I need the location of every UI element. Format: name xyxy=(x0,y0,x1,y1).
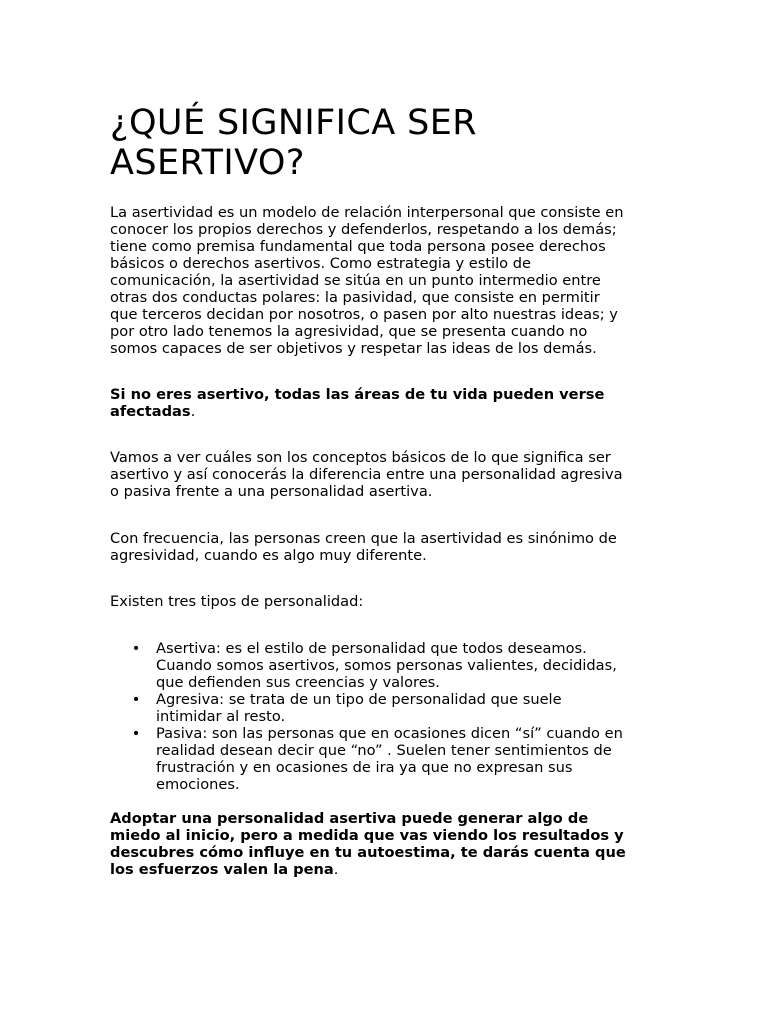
list-item-line: realidad desean decir que “no” . Suelen tener sentimientos de xyxy=(156,742,612,759)
intro-line: comunicación, la asertividad se sitúa en un punto intermedio entre xyxy=(110,272,601,289)
intro-line: otras dos conductas polares: la pasividad, que consiste en permitir xyxy=(110,289,600,306)
title-line-1: ¿QUÉ SIGNIFICA SER xyxy=(110,103,477,143)
intro-line: básicos o derechos asertivos. Como estrategia y estilo de xyxy=(110,255,531,272)
intro-paragraph xyxy=(110,204,670,357)
frequency-line: Con frecuencia, las personas creen que la asertividad es sinónimo de xyxy=(110,530,617,547)
list-item-line: frustración y en ocasiones de ira ya que no expresan sus xyxy=(156,759,573,776)
list-item-line: Agresiva: se trata de un tipo de personalidad que suele xyxy=(156,691,562,708)
list-item xyxy=(110,691,710,725)
intro-line: tiene como premisa fundamental que toda persona posee derechos xyxy=(110,238,606,255)
list-item-line: intimidar al resto. xyxy=(156,708,286,725)
list-item xyxy=(110,725,710,793)
highlight-paragraph xyxy=(110,386,670,420)
types-intro-paragraph xyxy=(110,593,670,610)
highlight-period: . xyxy=(190,403,196,420)
conclusion-line: Adoptar una personalidad asertiva puede generar algo de xyxy=(110,810,589,827)
list-item xyxy=(110,640,710,691)
list-item-line: Cuando somos asertivos, somos personas valientes, decididas, xyxy=(156,657,617,674)
bullet-marker: • xyxy=(131,691,141,708)
frequency-line: agresividad, cuando es algo muy diferente. xyxy=(110,547,427,564)
conclusion-period: . xyxy=(333,861,339,878)
intro-line: por otro lado tenemos la agresividad, que se presenta cuando no xyxy=(110,323,588,340)
concepts-line: asertivo y así conocerás la diferencia entre una personalidad agresiva xyxy=(110,466,623,483)
page-title xyxy=(110,103,477,183)
personality-list xyxy=(110,640,710,793)
concepts-line: o pasiva frente a una personalidad asertiva. xyxy=(110,483,433,500)
intro-line: que terceros decidan por nosotros, o pasen por alto nuestras ideas; y xyxy=(110,306,618,323)
list-item-line: emociones. xyxy=(156,776,240,793)
intro-line: somos capaces de ser objetivos y respetar las ideas de los demás. xyxy=(110,340,597,357)
list-item-line: que defienden sus creencias y valores. xyxy=(156,674,440,691)
frequency-paragraph xyxy=(110,530,670,564)
title-line-2: ASERTIVO? xyxy=(110,143,305,183)
list-item-line: Pasiva: son las personas que en ocasiones dicen “sí” cuando en xyxy=(156,725,623,742)
intro-line: conocer los propios derechos y defenderlos, respetando a los demás; xyxy=(110,221,617,238)
conclusion-bold-text: los esfuerzos valen la pena xyxy=(110,861,334,878)
conclusion-line: miedo al inicio, pero a medida que vas viendo los resultados y xyxy=(110,827,624,844)
concepts-line: Vamos a ver cuáles son los conceptos básicos de lo que significa ser xyxy=(110,449,611,466)
intro-line: La asertividad es un modelo de relación interpersonal que consiste en xyxy=(110,204,624,221)
conclusion-paragraph xyxy=(110,810,670,878)
highlight-line: Si no eres asertivo, todas las áreas de tu vida pueden verse xyxy=(110,386,605,403)
concepts-paragraph xyxy=(110,449,670,500)
bullet-marker: • xyxy=(131,640,141,657)
bullet-marker: • xyxy=(131,725,141,742)
conclusion-line: descubres cómo influye en tu autoestima, te darás cuenta que xyxy=(110,844,626,861)
highlight-bold-text: afectadas xyxy=(110,403,191,420)
types-intro-line: Existen tres tipos de personalidad: xyxy=(110,593,364,610)
list-item-line: Asertiva: es el estilo de personalidad que todos deseamos. xyxy=(156,640,587,657)
